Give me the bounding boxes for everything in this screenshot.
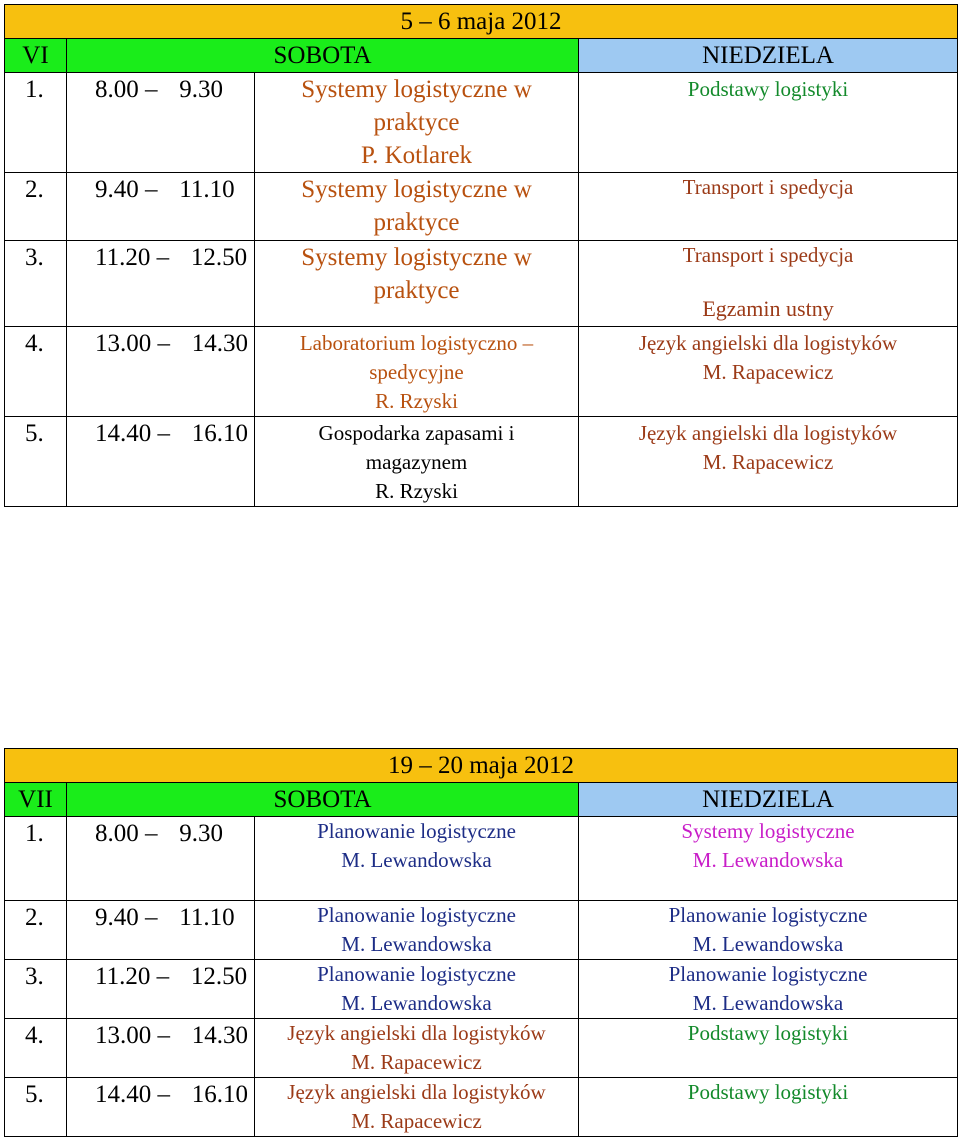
exam-note: Egzamin ustny xyxy=(702,296,834,321)
sunday-header: NIEDZIELA xyxy=(579,783,958,817)
saturday-header: SOBOTA xyxy=(67,783,579,817)
schedule-table-week2 xyxy=(4,748,958,1137)
sunday-class: Podstawy logistyki xyxy=(579,1078,958,1137)
sunday-header: NIEDZIELA xyxy=(579,39,958,73)
slot-time: 11.20 – 12.50 xyxy=(67,960,255,1019)
slot-number: 4. xyxy=(5,327,67,417)
sunday-class: Planowanie logistyczne M. Lewandowska xyxy=(579,960,958,1019)
saturday-class: Systemy logistyczne w praktyce xyxy=(255,173,579,241)
sunday-class: Planowanie logistyczne M. Lewandowska xyxy=(579,901,958,960)
sunday-class: Podstawy logistyki xyxy=(579,73,958,173)
slot-number: 3. xyxy=(5,241,67,327)
saturday-class: Planowanie logistyczne M. Lewandowska xyxy=(255,817,579,901)
slot-number: 1. xyxy=(5,73,67,173)
sunday-class: Transport i spedycja Egzamin ustny xyxy=(579,241,958,327)
saturday-class: Gospodarka zapasami i magazynem R. Rzyski xyxy=(255,417,579,507)
sunday-class: Język angielski dla logistyków M. Rapacewicz xyxy=(579,417,958,507)
schedule-table-week1 xyxy=(4,4,958,507)
sunday-class: Podstawy logistyki xyxy=(579,1019,958,1078)
slot-time: 8.00 – 9.30 xyxy=(67,817,255,901)
saturday-class: Język angielski dla logistyków M. Rapacewicz xyxy=(255,1019,579,1078)
session-number-header: VI xyxy=(5,39,67,73)
slot-number: 2. xyxy=(5,173,67,241)
slot-time: 9.40 – 11.10 xyxy=(67,173,255,241)
slot-number: 5. xyxy=(5,1078,67,1137)
saturday-class: Planowanie logistyczne M. Lewandowska xyxy=(255,960,579,1019)
sunday-class: Transport i spedycja xyxy=(579,173,958,241)
sunday-class: Język angielski dla logistyków M. Rapacewicz xyxy=(579,327,958,417)
sunday-class: Systemy logistyczne M. Lewandowska xyxy=(579,817,958,901)
slot-time: 9.40 – 11.10 xyxy=(67,901,255,960)
slot-number: 5. xyxy=(5,417,67,507)
saturday-class: Planowanie logistyczne M. Lewandowska xyxy=(255,901,579,960)
week-title: 19 – 20 maja 2012 xyxy=(5,749,958,783)
slot-number: 3. xyxy=(5,960,67,1019)
saturday-header: SOBOTA xyxy=(67,39,579,73)
slot-number: 1. xyxy=(5,817,67,901)
saturday-class: Język angielski dla logistyków M. Rapacewicz xyxy=(255,1078,579,1137)
slot-time: 11.20 – 12.50 xyxy=(67,241,255,327)
week-title: 5 – 6 maja 2012 xyxy=(5,5,958,39)
slot-time: 14.40 – 16.10 xyxy=(67,417,255,507)
saturday-class: Systemy logistyczne w praktyce xyxy=(255,241,579,327)
saturday-class: Systemy logistyczne w praktyce P. Kotlarek xyxy=(255,73,579,173)
slot-time: 13.00 – 14.30 xyxy=(67,1019,255,1078)
saturday-class: Laboratorium logistyczno – spedycyjne R. Rzyski xyxy=(255,327,579,417)
slot-number: 2. xyxy=(5,901,67,960)
slot-time: 8.00 – 9.30 xyxy=(67,73,255,173)
slot-time: 13.00 – 14.30 xyxy=(67,327,255,417)
slot-time: 14.40 – 16.10 xyxy=(67,1078,255,1137)
session-number-header: VII xyxy=(5,783,67,817)
slot-number: 4. xyxy=(5,1019,67,1078)
